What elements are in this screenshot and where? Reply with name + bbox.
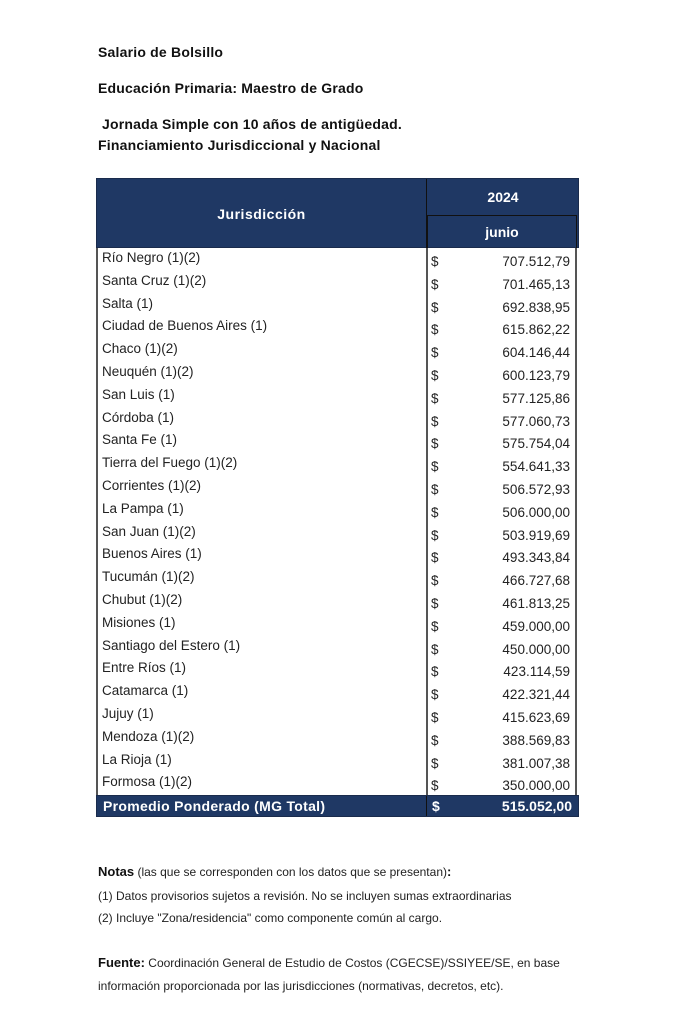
table-row <box>98 567 575 590</box>
table-row <box>98 704 575 727</box>
currency-symbol: $ <box>431 254 439 269</box>
jurisdiction-name: La Rioja (1) <box>102 751 172 767</box>
currency-symbol: $ <box>431 687 439 703</box>
salary-value: 423.114,59 <box>503 664 570 680</box>
table-row <box>98 681 575 704</box>
jurisdiction-name: Mendoza (1)(2) <box>102 728 195 744</box>
jurisdiction-name: Jujuy (1) <box>102 705 154 721</box>
table-row <box>98 316 575 339</box>
jurisdiction-name: Río Negro (1)(2) <box>102 250 201 265</box>
jurisdiction-name: Formosa (1)(2) <box>102 774 193 790</box>
jurisdiction-name: Misiones (1) <box>102 614 176 630</box>
total-currency: $ <box>432 798 440 815</box>
doc-subtitle-workday: Jornada Simple con 10 años de antigüedad. <box>102 116 402 132</box>
salary-value: 692.838,95 <box>502 299 570 315</box>
currency-symbol: $ <box>431 322 439 338</box>
table-row <box>98 271 575 294</box>
currency-symbol: $ <box>431 299 439 315</box>
table-row <box>98 613 575 636</box>
table-row <box>98 590 575 613</box>
salary-value: 450.000,00 <box>502 641 570 657</box>
header-year: 2024 <box>487 189 519 205</box>
jurisdiction-name: Corrientes (1)(2) <box>102 477 202 493</box>
jurisdiction-name: Tierra del Fuego (1)(2) <box>102 455 238 471</box>
salary-value: 503.919,69 <box>502 527 570 543</box>
currency-symbol: $ <box>431 618 439 634</box>
jurisdiction-name: Santa Cruz (1)(2) <box>102 272 207 288</box>
total-value: 515.052,00 <box>501 798 572 815</box>
source-line-2: información proporcionada por las jurisdicciones (normativas, decretos, etc). <box>98 979 504 993</box>
jurisdiction-name: La Pampa (1) <box>102 500 184 516</box>
table-row <box>98 476 575 499</box>
jurisdiction-name: Catamarca (1) <box>102 683 189 699</box>
source-text: Coordinación General de Estudio de Costos (CGECSE)/SSIYEE/SE, en base <box>144 956 560 970</box>
source-line-1 <box>98 955 560 970</box>
table-row <box>98 362 575 385</box>
notes-colon: : <box>447 864 452 879</box>
column-divider <box>426 796 427 816</box>
notes-heading <box>98 864 451 879</box>
table-header <box>96 178 579 248</box>
currency-symbol: $ <box>431 459 439 475</box>
header-month: junio <box>427 215 577 248</box>
salary-value: 459.000,00 <box>502 618 570 634</box>
jurisdiction-name: Tucumán (1)(2) <box>102 569 195 585</box>
salary-value: 600.123,79 <box>502 367 570 383</box>
table-row <box>98 522 575 545</box>
jurisdiction-name: Entre Ríos (1) <box>102 660 187 676</box>
jurisdiction-name: San Juan (1)(2) <box>102 523 196 539</box>
header-jurisdiccion: Jurisdicción <box>97 179 427 249</box>
currency-symbol: $ <box>431 390 439 406</box>
currency-symbol: $ <box>431 550 439 566</box>
jurisdiction-name: Ciudad de Buenos Aires (1) <box>102 318 268 334</box>
currency-symbol: $ <box>431 436 439 452</box>
salary-value: 388.569,83 <box>502 732 570 748</box>
salary-value: 615.862,22 <box>502 322 570 338</box>
currency-symbol: $ <box>431 573 439 589</box>
doc-subtitle-financing: Financiamiento Jurisdiccional y Nacional <box>98 137 381 153</box>
table-row <box>98 339 575 362</box>
salary-value: 577.125,86 <box>502 390 570 406</box>
jurisdiction-name: Salta (1) <box>102 295 154 311</box>
table-row <box>98 544 575 567</box>
table-row <box>98 453 575 476</box>
salary-value: 415.623,69 <box>502 709 570 725</box>
jurisdiction-name: Neuquén (1)(2) <box>102 363 194 379</box>
doc-title: Salario de Bolsillo <box>98 44 224 60</box>
total-label: Promedio Ponderado (MG Total) <box>103 798 326 815</box>
salary-value: 575.754,04 <box>502 436 570 452</box>
salary-value: 493.343,84 <box>502 550 570 566</box>
currency-symbol: $ <box>431 709 439 725</box>
jurisdiction-name: Santiago del Estero (1) <box>102 637 241 653</box>
notes-label: Notas <box>98 864 135 879</box>
table-row <box>98 750 575 773</box>
currency-symbol: $ <box>431 641 439 657</box>
currency-symbol: $ <box>431 664 439 680</box>
currency-symbol: $ <box>431 732 439 748</box>
jurisdiction-name: Córdoba (1) <box>102 409 175 425</box>
table-body <box>96 248 577 795</box>
currency-symbol: $ <box>431 345 439 361</box>
currency-symbol: $ <box>431 481 439 497</box>
currency-symbol: $ <box>431 413 439 429</box>
table-row <box>98 248 575 271</box>
table-row <box>98 385 575 408</box>
table-row <box>98 727 575 750</box>
salary-value: 466.727,68 <box>502 573 570 589</box>
table-row <box>98 772 575 795</box>
table-row <box>98 658 575 681</box>
note-2: (2) Incluye "Zona/residencia" como componente común al cargo. <box>98 911 443 925</box>
jurisdiction-name: San Luis (1) <box>102 386 175 402</box>
doc-subtitle: Educación Primaria: Maestro de Grado <box>98 80 364 96</box>
salary-value: 554.641,33 <box>502 459 570 475</box>
currency-symbol: $ <box>431 778 439 794</box>
salary-value: 506.000,00 <box>502 504 570 520</box>
currency-symbol: $ <box>431 504 439 520</box>
salary-value: 461.813,25 <box>502 595 570 611</box>
salary-value: 707.512,79 <box>502 254 570 269</box>
jurisdiction-name: Chubut (1)(2) <box>102 591 183 607</box>
salary-value: 701.465,13 <box>502 276 570 292</box>
table-row <box>98 408 575 431</box>
salary-value: 381.007,38 <box>502 755 570 771</box>
salary-table <box>96 178 579 817</box>
salary-value: 422.321,44 <box>502 687 570 703</box>
currency-symbol: $ <box>431 527 439 543</box>
salary-value: 350.000,00 <box>502 778 570 794</box>
table-row <box>98 294 575 317</box>
notes-heading-text: (las que se corresponden con los datos que se presentan) <box>134 865 447 879</box>
jurisdiction-name: Chaco (1)(2) <box>102 341 178 357</box>
table-row <box>98 636 575 659</box>
table-row <box>98 430 575 453</box>
jurisdiction-name: Santa Fe (1) <box>102 432 178 448</box>
source-label: Fuente: <box>98 955 145 970</box>
table-total-row <box>96 795 579 817</box>
salary-value: 506.572,93 <box>502 481 570 497</box>
jurisdiction-name: Buenos Aires (1) <box>102 546 202 562</box>
currency-symbol: $ <box>431 595 439 611</box>
currency-symbol: $ <box>431 367 439 383</box>
currency-symbol: $ <box>431 755 439 771</box>
salary-value: 577.060,73 <box>502 413 570 429</box>
salary-value: 604.146,44 <box>502 345 570 361</box>
table-row <box>98 499 575 522</box>
currency-symbol: $ <box>431 276 439 292</box>
note-1: (1) Datos provisorios sujetos a revisión. No se incluyen sumas extraordinarias <box>98 889 512 903</box>
